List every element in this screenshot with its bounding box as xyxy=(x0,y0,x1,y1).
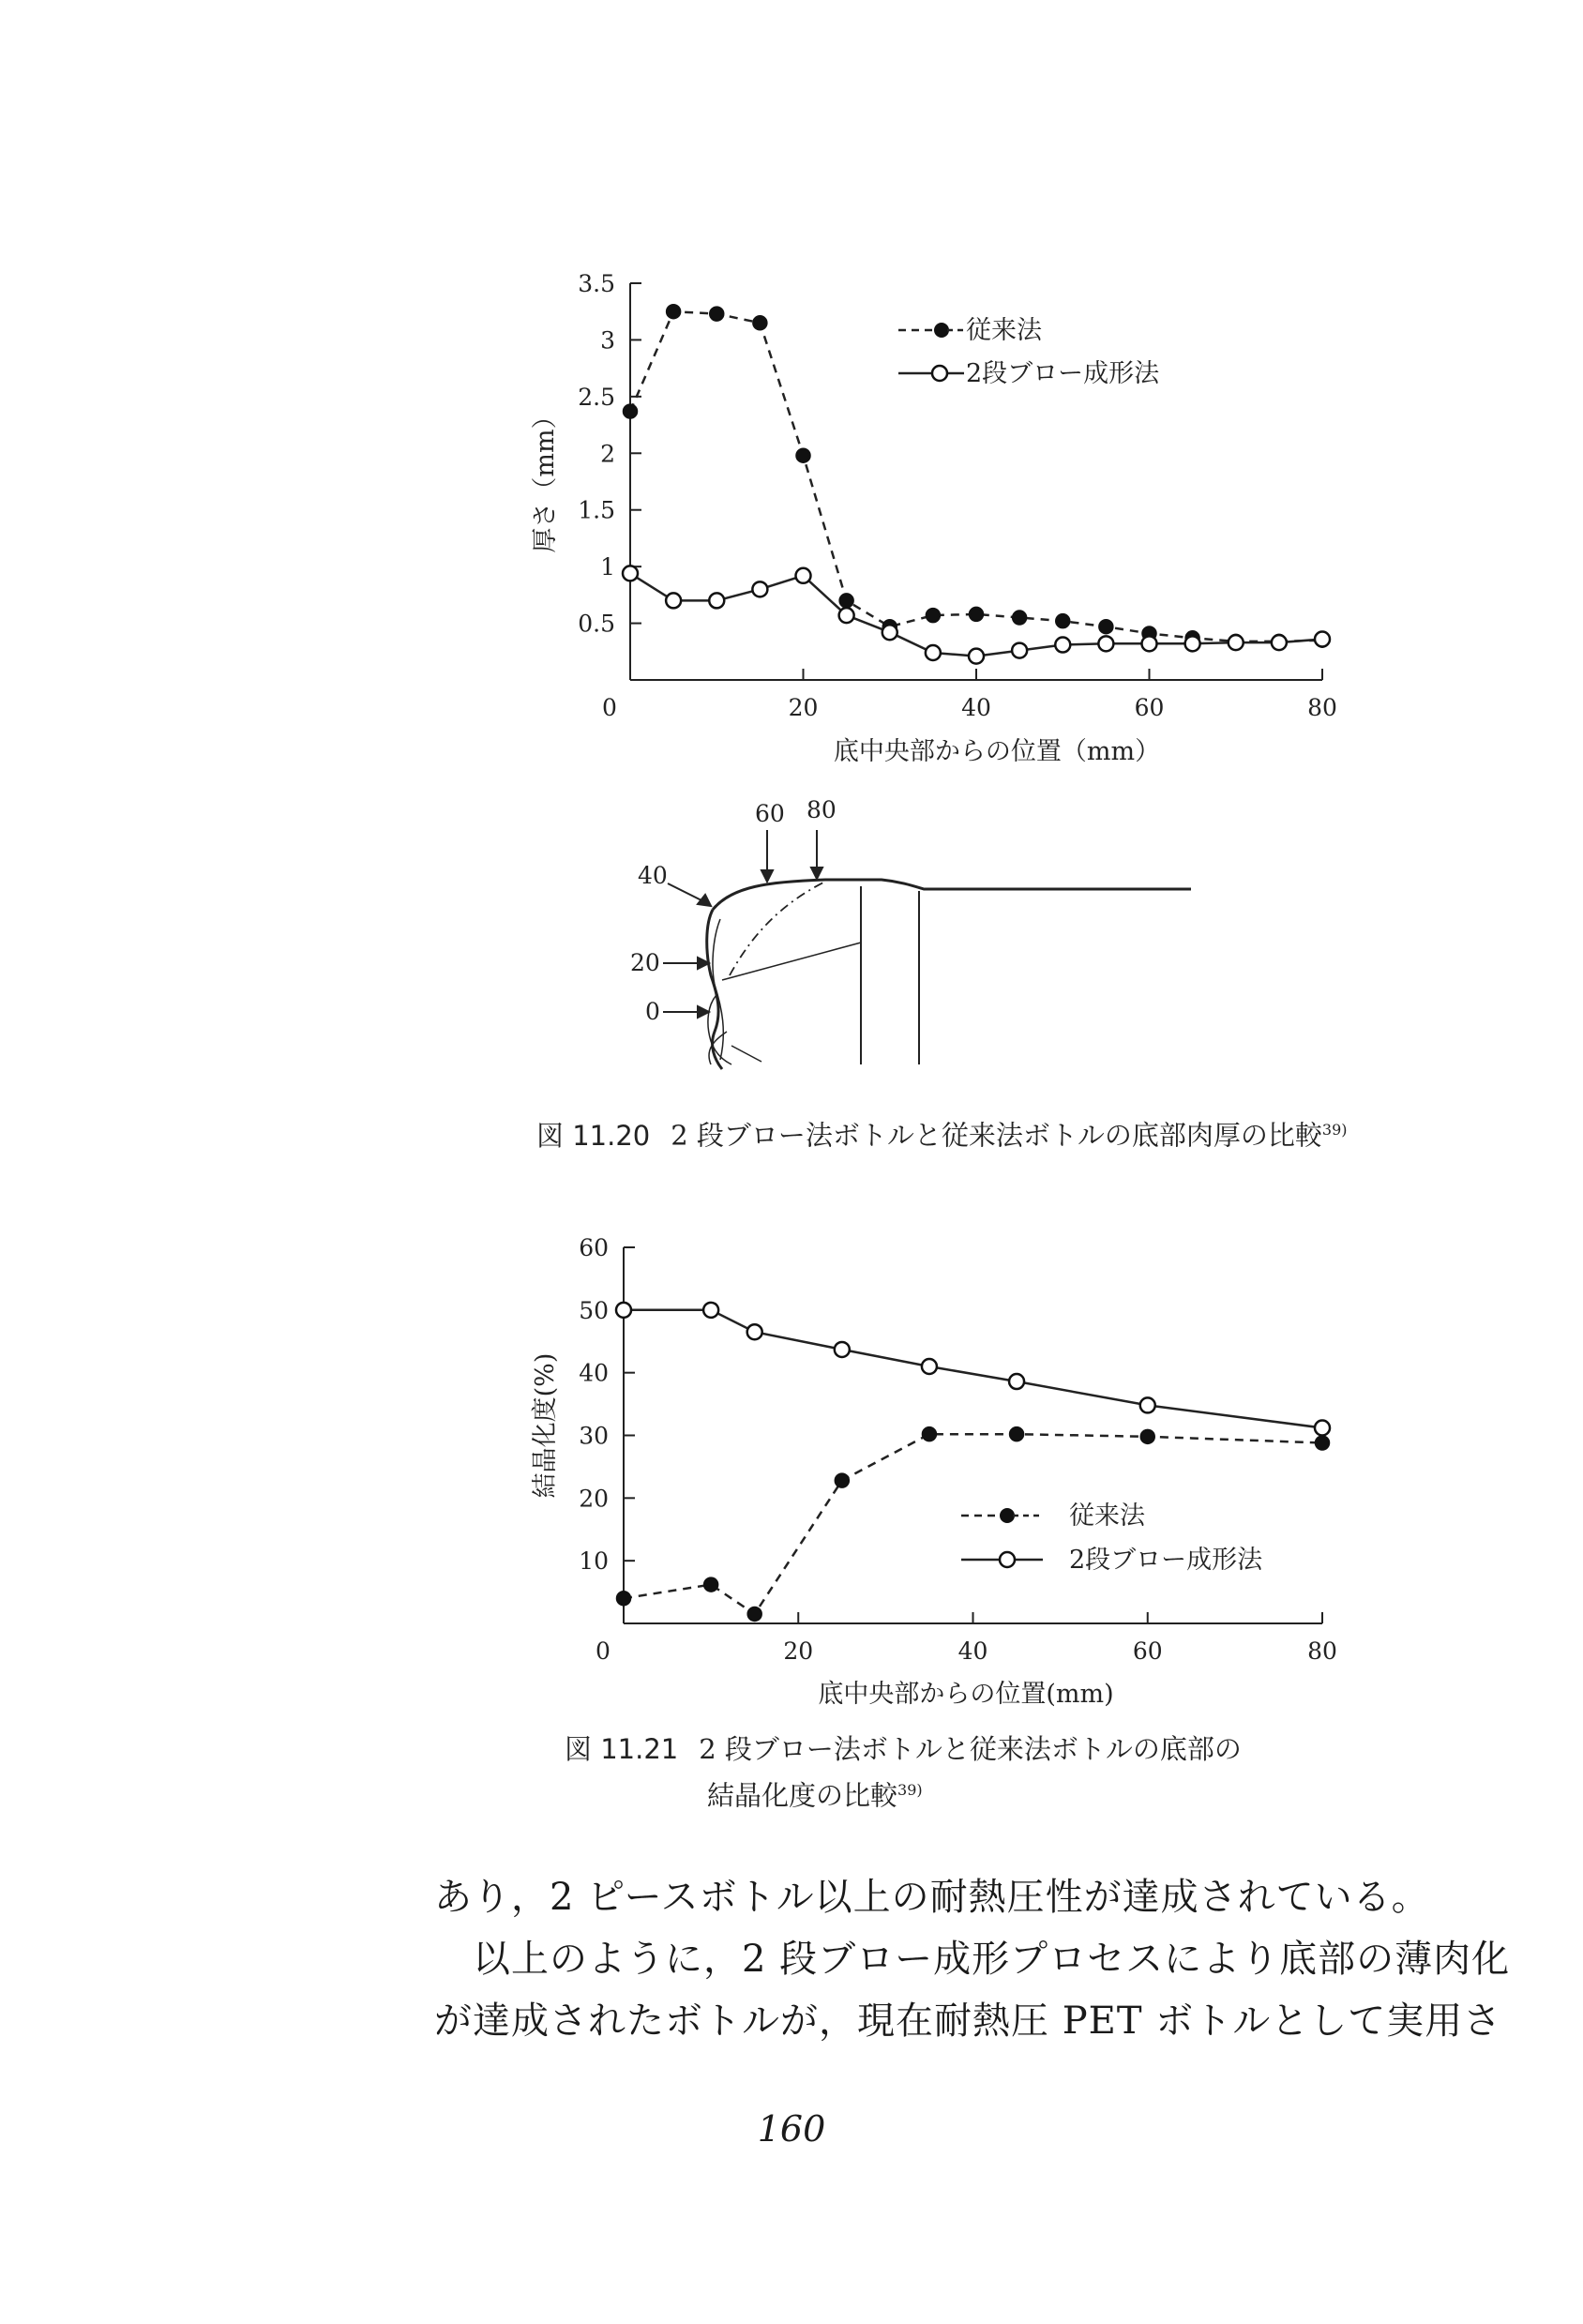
data-point xyxy=(1140,1397,1155,1412)
x-axis-label-2: 底中央部からの位置(mm) xyxy=(818,1680,1114,1709)
diagram-label-20: 20 xyxy=(630,949,660,976)
caption-ref: 39) xyxy=(1321,1121,1348,1139)
y-tick-label: 60 xyxy=(579,1234,609,1261)
data-point xyxy=(1141,1430,1154,1443)
series-line-1 xyxy=(624,1310,1322,1428)
y-tick-label: 30 xyxy=(579,1422,609,1450)
x-tick-label: 80 xyxy=(1307,1637,1337,1665)
page-number: 160 xyxy=(757,2108,826,2150)
y-tick-label: 2.5 xyxy=(578,383,615,411)
data-point xyxy=(616,1303,631,1318)
y-tick-label: 50 xyxy=(579,1296,609,1324)
body-paragraph xyxy=(434,1866,1511,2052)
legend-label-conventional-2: 従来法 xyxy=(1069,1502,1145,1531)
body-line-3: が達成されたボトルが，現在耐熱圧 PET ボトルとして実用さ xyxy=(434,2000,1502,2043)
x-tick-label: 0 xyxy=(602,694,617,721)
x-tick-label: 20 xyxy=(788,694,819,721)
y-tick-label: 0.5 xyxy=(578,610,615,638)
y-tick-label: 40 xyxy=(579,1359,609,1387)
caption-text: 2 段ブロー法ボトルと従来法ボトルの底部肉厚の比較 xyxy=(671,1119,1322,1152)
x-tick-label: 60 xyxy=(1132,1637,1163,1665)
x-tick-label: 60 xyxy=(1134,694,1165,721)
diagram-label-60: 60 xyxy=(755,800,785,827)
diagram-label-40: 40 xyxy=(638,862,668,889)
data-point xyxy=(1009,1374,1024,1389)
x-tick-label: 0 xyxy=(596,1637,611,1665)
data-point xyxy=(922,1359,937,1374)
body-line-1: あり，2 ピースボトル以上の耐熱圧性が達成されている。 xyxy=(434,1876,1430,1919)
y-axis-label-2: 結晶化度(%) xyxy=(531,1352,560,1499)
y-tick-label: 1.5 xyxy=(578,496,615,524)
y-tick-label: 10 xyxy=(579,1547,609,1576)
x-tick-label: 40 xyxy=(957,1637,988,1665)
caption-line1: 2 段ブロー法ボトルと従来法ボトルの底部の xyxy=(699,1733,1242,1765)
caption-number-2: 図 11.21 xyxy=(565,1733,679,1765)
figure-11-21-caption xyxy=(565,1728,1242,1817)
y-tick-label: 2 xyxy=(600,440,615,468)
caption-ref-2: 39) xyxy=(897,1781,923,1799)
x-tick-label: 80 xyxy=(1307,694,1337,721)
data-point xyxy=(1010,1427,1023,1441)
x-tick-label: 40 xyxy=(961,694,991,721)
data-point xyxy=(923,1427,936,1441)
y-tick-label: 20 xyxy=(579,1485,609,1513)
diagram-label-0: 0 xyxy=(645,998,660,1025)
data-point xyxy=(704,1578,717,1592)
data-point xyxy=(703,1303,718,1318)
x-axis-label: 底中央部からの位置（mm） xyxy=(833,737,1161,766)
data-point xyxy=(1315,1420,1330,1435)
y-axis-label: 厚さ（mm） xyxy=(531,403,560,553)
data-point xyxy=(836,1474,849,1487)
y-tick-label: 3 xyxy=(600,326,615,355)
data-point xyxy=(835,1342,850,1357)
y-tick-label: 1 xyxy=(600,553,615,581)
legend-label-two-stage: 2段ブロー成形法 xyxy=(966,359,1160,388)
caption-line2: 結晶化度の比較 xyxy=(707,1779,898,1812)
legend-label-conventional: 従来法 xyxy=(966,316,1042,345)
data-point xyxy=(747,1324,762,1339)
data-point xyxy=(1316,1437,1329,1450)
body-line-2: 以上のように，2 段ブロー成形プロセスにより底部の薄肉化 xyxy=(434,1938,1511,1981)
data-point xyxy=(748,1607,761,1621)
diagram-label-80: 80 xyxy=(807,796,837,823)
series-line-0 xyxy=(624,1434,1322,1614)
legend-label-two-stage-2: 2段ブロー成形法 xyxy=(1069,1546,1263,1575)
y-tick-label: 3.5 xyxy=(578,270,615,297)
caption-number: 図 11.20 xyxy=(536,1119,651,1152)
x-tick-label: 20 xyxy=(783,1637,814,1665)
data-point xyxy=(617,1592,630,1605)
